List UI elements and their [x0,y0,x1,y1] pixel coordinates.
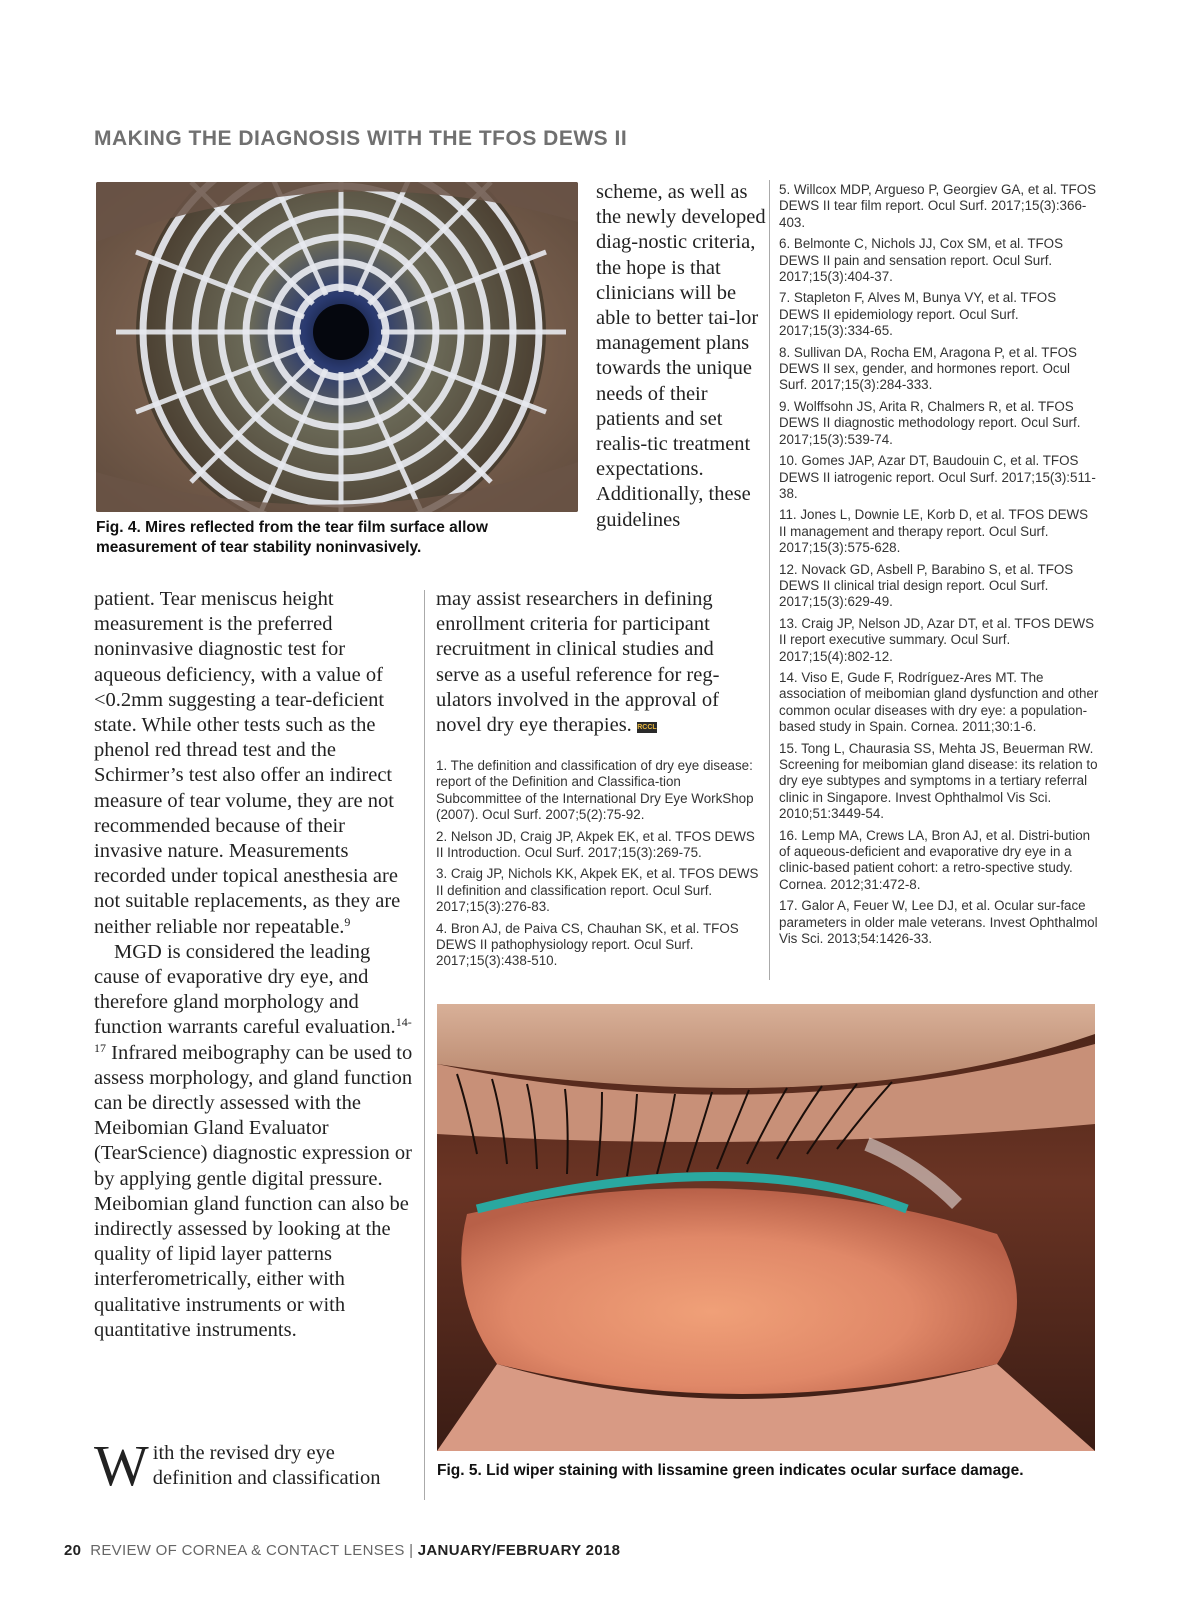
paragraph-text: may assist researchers in defining enrollment criteria for participant recruitment in clinical studies and serve as a useful reference for reg-ulators involved in the approval of novel dry eye therapies. [436,588,720,737]
page-footer [64,1542,620,1559]
dropcap-letter: W [94,1433,149,1498]
figure-4-image [96,182,578,512]
column-b [436,587,756,738]
references-column-c [779,182,1099,952]
reference-item: 3. Craig JP, Nichols KK, Akpek EK, et al. TFOS DEWS II definition and classification report. Ocul Surf. 2017;15(3):276-83. [436,866,759,915]
reference-item: 1. The definition and classification of dry eye disease: report of the Definition and Classifica-tion Subcommittee of the International Dry Eye WorkShop (2007). Ocul Surf. 2007;5(2):75-92. [436,758,754,823]
reference-item: 10. Gomes JAP, Azar DT, Baudouin C, et al. TFOS DEWS II iatrogenic report. Ocul Surf. 2017;15(3):511-38. [779,453,1096,501]
references-column-b [436,758,760,975]
reference-item: 6. Belmonte C, Nichols JJ, Cox SM, et al. TFOS DEWS II pain and sensation report. Ocul Surf. 2017;15(3):404-37. [779,236,1064,285]
reference-item: 8. Sullivan DA, Rocha EM, Aragona P, et al. TFOS DEWS II sex, gender, and hormones report. Ocul Surf. 2017;15(3):284-333. [779,344,1077,393]
reference-item: 5. Willcox MDP, Argueso P, Georgiev GA, et al. TFOS DEWS II tear film report. Ocul Surf. 2017;15(3):366-403. [779,182,1097,230]
dropcap-text: ith the revised dry eye definition and classification [152,1442,381,1490]
reference-item: 4. Bron AJ, de Paiva CS, Chauhan SK, et al. TFOS DEWS II pathophysiology report. Ocul Surf. 2017;15(3):438-510. [436,920,739,969]
reference-item: 14. Viso E, Gude F, Rodríguez-Ares MT. The association of meibomian gland dysfunction and other common ocular diseases with dry eye: a population-based study in Spain. Cornea. 2011;30:1-6. [779,669,1099,735]
scheme-paragraph: scheme, as well as the newly developed diag-nostic criteria, the hope is that clinicians will be able to better tai-lor management plans towards the unique needs of their patients and set realis-tic treatment expectations. Additionally, these guidelines [596,181,766,531]
reference-item: 7. Stapleton F, Alves M, Bunya VY, et al. TFOS DEWS II epidemiology report. Ocul Surf. 2017;15(3):334-65. [779,290,1057,339]
figure-5-caption: Fig. 5. Lid wiper staining with lissamine green indicates ocular surface damage. [437,1462,1024,1479]
paragraph-tear-meniscus [94,587,414,940]
dropcap-paragraph [94,1433,404,1498]
page-number: 20 [64,1542,82,1559]
citation-superscript: 9 [344,914,351,929]
reference-item: 15. Tong L, Chaurasia SS, Mehta JS, Beuerman RW. Screening for meibomian gland disease: its relation to dry eye subtypes and symptoms in a tertiary referral clinic in Singapore. Invest Ophthalmol Vis Sci. 2010;51:3449-54. [779,740,1098,822]
paragraph-text: patient. Tear meniscus height measurement is the preferred noninvasive diagnostic test for aqueous deficiency, with a value of <0.2mm suggesting a tear-deficient state. While other tests such as the phenol red thread test and the Schirmer’s test also offer an indirect measure of tear volume, they are not recommended because of their invasive nature. Measurements recorded under topical anesthesia are not suitable replacements, as they are neither reliable nor repeatable. [94,588,401,938]
issue-date: JANUARY/FEBRUARY 2018 [417,1542,621,1559]
reference-item: 17. Galor A, Feuer W, Lee DJ, et al. Ocular sur-face parameters in older male veterans. Invest Ophthalmol Vis Sci. 2013;54:1426-33. [779,898,1098,947]
footer-separator: | [409,1542,414,1559]
section-header: MAKING THE DIAGNOSIS WITH THE TFOS DEWS II [94,127,628,150]
rccl-logo: RCCL [637,724,657,732]
reference-item: 16. Lemp MA, Crews LA, Bron AJ, et al. Distri-bution of aqueous-deficient and evaporative dry eye in a clinic-based patient cohort: a retro-spective study. Cornea. 2012;31:472-8. [779,827,1091,892]
citation-superscript: 14-17 [94,1015,412,1055]
column-a [94,587,414,1343]
reference-item: 13. Craig JP, Nelson JD, Azar DT, et al. TFOS DEWS II report executive summary. Ocul Surf. 2017;15(4):802-12. [779,615,1095,664]
paragraph-text: Infrared meibography can be used to assess morphology, and gland function can be directly assessed with the Meibomian Gland Evaluator (TearScience) diagnostic expression or by applying gentle digital pressure. Meibomian gland function can also be indirectly assessed by looking at the quality of lipid layer patterns interferometrically, either with qualitative instruments or with quantitative instruments. [94,1041,413,1341]
paragraph-mgd [94,940,414,1343]
figure-5-image [437,1004,1095,1451]
reference-item: 2. Nelson JD, Craig JP, Akpek EK, et al. TFOS DEWS II Introduction. Ocul Surf. 2017;15(3):269-75. [436,828,755,861]
column-divider [424,590,425,1500]
figure-4-caption: Fig. 4. Mires reflected from the tear film surface allow measurement of tear stability noninvasively. [96,519,488,556]
paragraph-text: MGD is considered the leading cause of evaporative dry eye, and therefore gland morphology and function warrants careful evaluation. [94,940,396,1039]
reference-item: 11. Jones L, Downie LE, Korb D, et al. TFOS DEWS II management and therapy report. Ocul Surf. 2017;15(3):575-628. [779,507,1089,556]
column-divider [769,180,770,980]
journal-name: REVIEW OF CORNEA & CONTACT LENSES [90,1542,405,1559]
paragraph-guidelines [436,587,756,738]
scheme-text [596,180,766,533]
reference-item: 12. Novack GD, Asbell P, Barabino S, et al. TFOS DEWS II clinical trial design report. Ocul Surf. 2017;15(3):629-49. [779,561,1074,610]
reference-item: 9. Wolffsohn JS, Arita R, Chalmers R, et al. TFOS DEWS II diagnostic methodology report. Ocul Surf. 2017;15(3):539-74. [779,398,1081,447]
